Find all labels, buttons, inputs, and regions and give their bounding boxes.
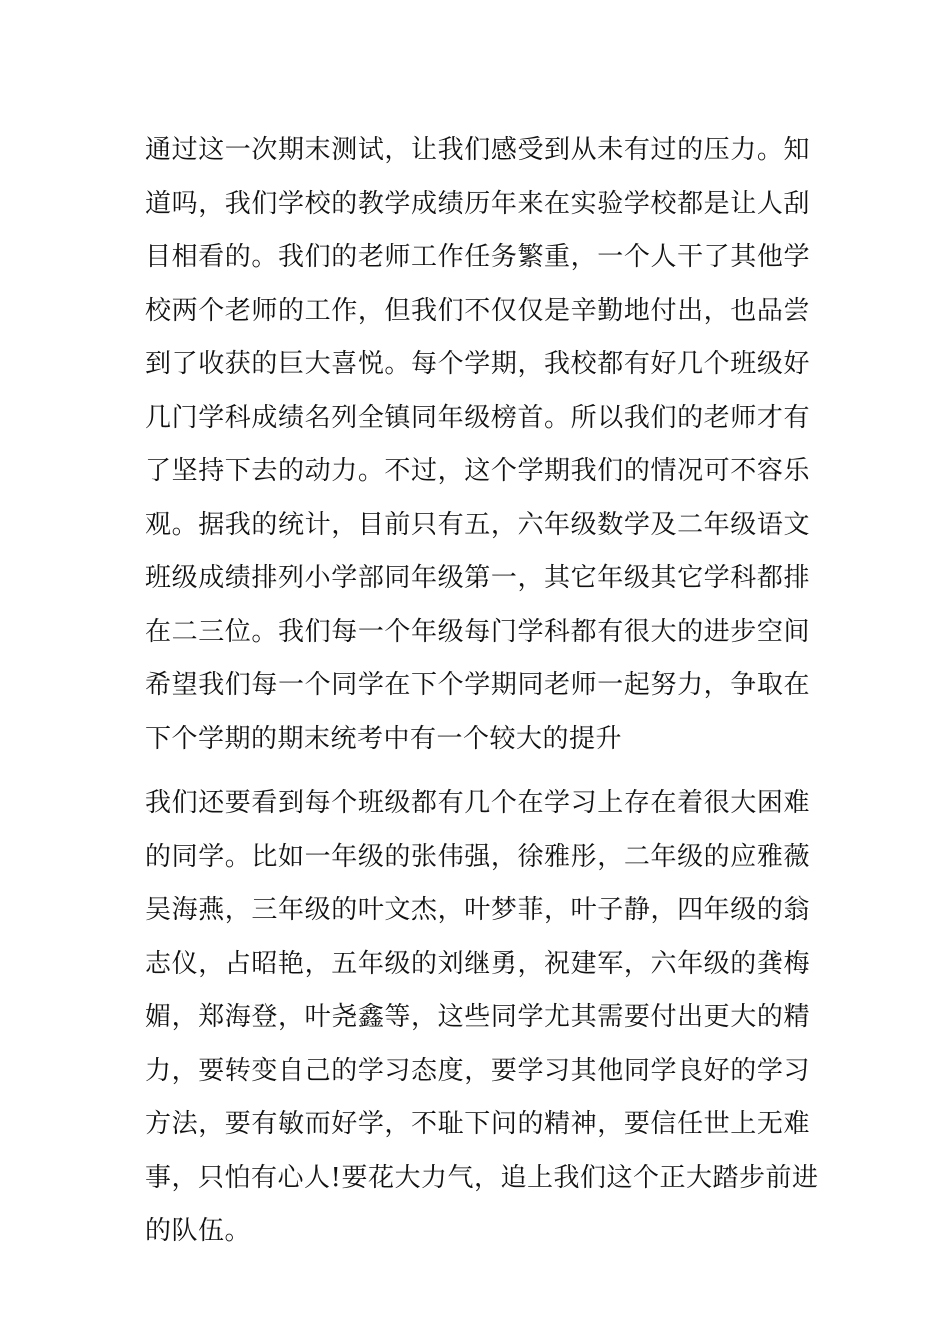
paragraph-line: 校两个老师的工作，但我们不仅仅是辛勤地付出，也品尝 <box>145 295 810 326</box>
paragraph-line: 我们还要看到每个班级都有几个在学习上存在着很大困难 <box>145 788 810 818</box>
paragraph-line: 目相看的。我们的老师工作任务繁重，一个人干了其他学 <box>145 242 810 272</box>
paragraph-line: 几门学科成绩名列全镇同年级榜首。所以我们的老师才有 <box>145 402 810 433</box>
paragraph-line: 力，要转变自己的学习态度，要学习其他同学良好的学习 <box>145 1055 810 1086</box>
paragraph-line: 方法，要有敏而好学，不耻下问的精神，要信任世上无难 <box>145 1109 810 1139</box>
paragraph-line: 的同学。比如一年级的张伟强，徐雅彤，二年级的应雅薇 <box>145 841 810 872</box>
paragraph-line: 媚，郑海登，叶尧鑫等，这些同学尤其需要付出更大的精 <box>145 1002 810 1032</box>
paragraph-line: 观。据我的统计，目前只有五，六年级数学及二年级语文 <box>145 509 810 540</box>
paragraph-1 <box>145 124 810 766</box>
paragraph-line: 班级成绩排列小学部同年级第一，其它年级其它学科都排 <box>145 563 810 593</box>
paragraph-line: 下个学期的期末统考中有一个较大的提升 <box>145 723 623 754</box>
paragraph-line: 到了收获的巨大喜悦。每个学期，我校都有好几个班级好 <box>145 349 810 379</box>
paragraph-line: 了坚持下去的动力。不过，这个学期我们的情况可不容乐 <box>145 456 810 486</box>
paragraph-line: 的队伍。 <box>145 1216 252 1246</box>
paragraph-line: 希望我们每一个同学在下个学期同老师一起努力，争取在 <box>145 670 810 700</box>
paragraph-2 <box>145 777 819 1259</box>
paragraph-line: 在二三位。我们每一个年级每门学科都有很大的进步空间 <box>145 616 810 647</box>
paragraph-line: 道吗，我们学校的教学成绩历年来在实验学校都是让人刮 <box>145 188 810 219</box>
paragraph-line: 事，只怕有心人!要花大力气，追上我们这个正大踏步前进 <box>145 1162 819 1193</box>
paragraph-line: 通过这一次期末测试，让我们感受到从未有过的压力。知 <box>145 135 810 165</box>
paragraph-line: 吴海燕，三年级的叶文杰，叶梦菲，叶子静，四年级的翁 <box>145 895 810 925</box>
paragraph-line: 志仪，占昭艳，五年级的刘继勇，祝建军，六年级的龚梅 <box>145 948 810 979</box>
